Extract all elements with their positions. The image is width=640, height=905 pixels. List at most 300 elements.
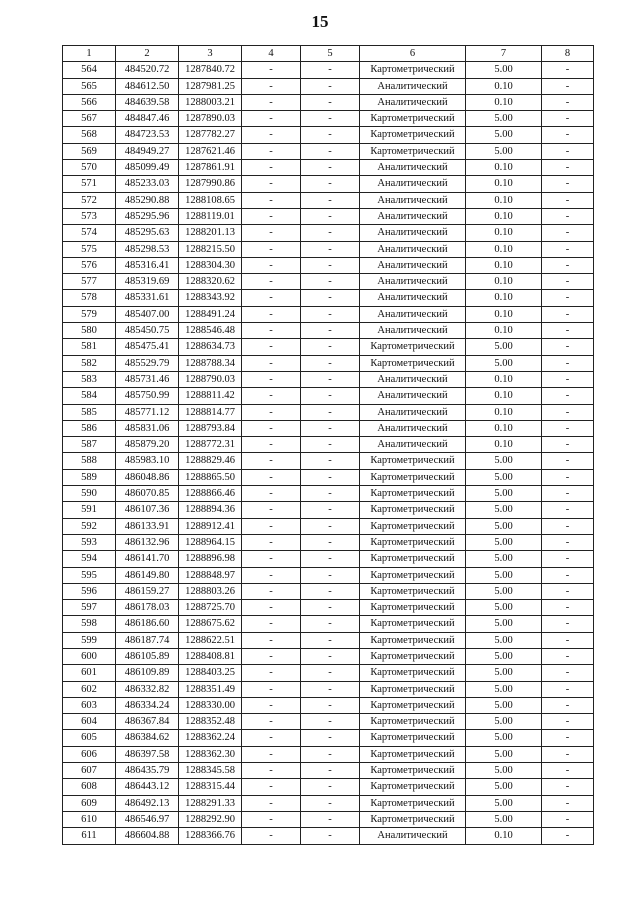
method-cell: Картометрический bbox=[360, 730, 466, 746]
col-5-cell: - bbox=[301, 437, 360, 453]
col-4-cell: - bbox=[242, 665, 301, 681]
col-5-cell: - bbox=[301, 469, 360, 485]
col-8-cell: - bbox=[542, 828, 594, 844]
col-8-cell: - bbox=[542, 355, 594, 371]
table-row bbox=[63, 339, 594, 355]
accuracy-cell: 0.10 bbox=[466, 437, 542, 453]
y-coordinate-cell: 1288803.26 bbox=[179, 583, 242, 599]
col-8-cell: - bbox=[542, 94, 594, 110]
x-coordinate-cell: 485290.88 bbox=[116, 192, 179, 208]
accuracy-cell: 0.10 bbox=[466, 176, 542, 192]
accuracy-cell: 5.00 bbox=[466, 795, 542, 811]
table-row bbox=[63, 518, 594, 534]
accuracy-cell: 5.00 bbox=[466, 143, 542, 159]
x-coordinate-cell: 484847.46 bbox=[116, 111, 179, 127]
table-row bbox=[63, 502, 594, 518]
point-number-cell: 577 bbox=[63, 274, 116, 290]
method-cell: Картометрический bbox=[360, 127, 466, 143]
table-row bbox=[63, 600, 594, 616]
method-cell: Картометрический bbox=[360, 779, 466, 795]
table-row bbox=[63, 176, 594, 192]
col-5-cell: - bbox=[301, 795, 360, 811]
col-4-cell: - bbox=[242, 616, 301, 632]
col-4-cell: - bbox=[242, 681, 301, 697]
y-coordinate-cell: 1287861.91 bbox=[179, 160, 242, 176]
col-8-cell: - bbox=[542, 551, 594, 567]
point-number-cell: 596 bbox=[63, 583, 116, 599]
method-cell: Аналитический bbox=[360, 420, 466, 436]
method-cell: Аналитический bbox=[360, 160, 466, 176]
table-row bbox=[63, 469, 594, 485]
col-8-cell: - bbox=[542, 78, 594, 94]
method-cell: Аналитический bbox=[360, 388, 466, 404]
col-5-cell: - bbox=[301, 681, 360, 697]
table-body bbox=[63, 62, 594, 844]
col-5-cell: - bbox=[301, 306, 360, 322]
point-number-cell: 594 bbox=[63, 551, 116, 567]
col-4-cell: - bbox=[242, 78, 301, 94]
method-cell: Картометрический bbox=[360, 811, 466, 827]
accuracy-cell: 5.00 bbox=[466, 714, 542, 730]
accuracy-cell: 0.10 bbox=[466, 388, 542, 404]
accuracy-cell: 0.10 bbox=[466, 274, 542, 290]
y-coordinate-cell: 1288546.48 bbox=[179, 323, 242, 339]
accuracy-cell: 5.00 bbox=[466, 551, 542, 567]
col-8-cell: - bbox=[542, 306, 594, 322]
point-number-cell: 601 bbox=[63, 665, 116, 681]
x-coordinate-cell: 486397.58 bbox=[116, 746, 179, 762]
col-5-cell: - bbox=[301, 697, 360, 713]
col-5-cell: - bbox=[301, 208, 360, 224]
col-4-cell: - bbox=[242, 502, 301, 518]
col-4-cell: - bbox=[242, 143, 301, 159]
header-row bbox=[63, 46, 594, 62]
table-row bbox=[63, 192, 594, 208]
col-5-cell: - bbox=[301, 583, 360, 599]
x-coordinate-cell: 485233.03 bbox=[116, 176, 179, 192]
x-coordinate-cell: 485771.12 bbox=[116, 404, 179, 420]
accuracy-cell: 5.00 bbox=[466, 127, 542, 143]
col-4-cell: - bbox=[242, 779, 301, 795]
col-4-cell: - bbox=[242, 648, 301, 664]
col-5-cell: - bbox=[301, 648, 360, 664]
x-coordinate-cell: 485831.06 bbox=[116, 420, 179, 436]
x-coordinate-cell: 484639.58 bbox=[116, 94, 179, 110]
method-cell: Картометрический bbox=[360, 486, 466, 502]
method-cell: Картометрический bbox=[360, 600, 466, 616]
y-coordinate-cell: 1288343.92 bbox=[179, 290, 242, 306]
method-cell: Аналитический bbox=[360, 176, 466, 192]
x-coordinate-cell: 484723.53 bbox=[116, 127, 179, 143]
table-row bbox=[63, 274, 594, 290]
method-cell: Картометрический bbox=[360, 518, 466, 534]
y-coordinate-cell: 1288793.84 bbox=[179, 420, 242, 436]
table-row bbox=[63, 143, 594, 159]
column-header-5: 5 bbox=[301, 46, 360, 62]
col-8-cell: - bbox=[542, 730, 594, 746]
accuracy-cell: 0.10 bbox=[466, 371, 542, 387]
accuracy-cell: 5.00 bbox=[466, 339, 542, 355]
col-5-cell: - bbox=[301, 518, 360, 534]
y-coordinate-cell: 1288362.30 bbox=[179, 746, 242, 762]
method-cell: Аналитический bbox=[360, 306, 466, 322]
col-4-cell: - bbox=[242, 371, 301, 387]
table-row bbox=[63, 779, 594, 795]
point-number-cell: 583 bbox=[63, 371, 116, 387]
point-number-cell: 570 bbox=[63, 160, 116, 176]
col-4-cell: - bbox=[242, 453, 301, 469]
col-5-cell: - bbox=[301, 763, 360, 779]
table-row bbox=[63, 306, 594, 322]
col-5-cell: - bbox=[301, 600, 360, 616]
x-coordinate-cell: 485331.61 bbox=[116, 290, 179, 306]
y-coordinate-cell: 1288215.50 bbox=[179, 241, 242, 257]
col-4-cell: - bbox=[242, 257, 301, 273]
y-coordinate-cell: 1287990.86 bbox=[179, 176, 242, 192]
method-cell: Картометрический bbox=[360, 681, 466, 697]
point-number-cell: 611 bbox=[63, 828, 116, 844]
page-number: 15 bbox=[311, 12, 329, 31]
table-row bbox=[63, 795, 594, 811]
x-coordinate-cell: 486132.96 bbox=[116, 534, 179, 550]
method-cell: Картометрический bbox=[360, 469, 466, 485]
col-4-cell: - bbox=[242, 225, 301, 241]
y-coordinate-cell: 1288408.81 bbox=[179, 648, 242, 664]
table-row bbox=[63, 127, 594, 143]
point-number-cell: 593 bbox=[63, 534, 116, 550]
accuracy-cell: 5.00 bbox=[466, 355, 542, 371]
col-5-cell: - bbox=[301, 355, 360, 371]
column-header-3: 3 bbox=[179, 46, 242, 62]
col-5-cell: - bbox=[301, 404, 360, 420]
accuracy-cell: 0.10 bbox=[466, 94, 542, 110]
table-row bbox=[63, 225, 594, 241]
point-number-cell: 602 bbox=[63, 681, 116, 697]
col-8-cell: - bbox=[542, 567, 594, 583]
y-coordinate-cell: 1288320.62 bbox=[179, 274, 242, 290]
x-coordinate-cell: 485983.10 bbox=[116, 453, 179, 469]
method-cell: Аналитический bbox=[360, 437, 466, 453]
col-5-cell: - bbox=[301, 551, 360, 567]
y-coordinate-cell: 1288352.48 bbox=[179, 714, 242, 730]
point-number-cell: 608 bbox=[63, 779, 116, 795]
col-4-cell: - bbox=[242, 811, 301, 827]
table-row bbox=[63, 616, 594, 632]
col-5-cell: - bbox=[301, 567, 360, 583]
y-coordinate-cell: 1288291.33 bbox=[179, 795, 242, 811]
col-5-cell: - bbox=[301, 534, 360, 550]
col-5-cell: - bbox=[301, 290, 360, 306]
x-coordinate-cell: 486109.89 bbox=[116, 665, 179, 681]
col-5-cell: - bbox=[301, 714, 360, 730]
y-coordinate-cell: 1288304.30 bbox=[179, 257, 242, 273]
col-4-cell: - bbox=[242, 746, 301, 762]
col-5-cell: - bbox=[301, 225, 360, 241]
accuracy-cell: 5.00 bbox=[466, 697, 542, 713]
col-4-cell: - bbox=[242, 111, 301, 127]
table-row bbox=[63, 632, 594, 648]
col-4-cell: - bbox=[242, 714, 301, 730]
y-coordinate-cell: 1287840.72 bbox=[179, 62, 242, 78]
table-row bbox=[63, 811, 594, 827]
point-number-cell: 565 bbox=[63, 78, 116, 94]
y-coordinate-cell: 1288403.25 bbox=[179, 665, 242, 681]
point-number-cell: 606 bbox=[63, 746, 116, 762]
table-row bbox=[63, 648, 594, 664]
method-cell: Картометрический bbox=[360, 763, 466, 779]
accuracy-cell: 0.10 bbox=[466, 306, 542, 322]
table-row bbox=[63, 290, 594, 306]
table-row bbox=[63, 583, 594, 599]
col-8-cell: - bbox=[542, 274, 594, 290]
method-cell: Аналитический bbox=[360, 241, 466, 257]
x-coordinate-cell: 486604.88 bbox=[116, 828, 179, 844]
col-5-cell: - bbox=[301, 388, 360, 404]
col-8-cell: - bbox=[542, 681, 594, 697]
x-coordinate-cell: 485750.99 bbox=[116, 388, 179, 404]
col-5-cell: - bbox=[301, 111, 360, 127]
y-coordinate-cell: 1287981.25 bbox=[179, 78, 242, 94]
accuracy-cell: 0.10 bbox=[466, 78, 542, 94]
point-number-cell: 573 bbox=[63, 208, 116, 224]
column-header-6: 6 bbox=[360, 46, 466, 62]
table-row bbox=[63, 714, 594, 730]
table-row bbox=[63, 486, 594, 502]
y-coordinate-cell: 1288788.34 bbox=[179, 355, 242, 371]
x-coordinate-cell: 485298.53 bbox=[116, 241, 179, 257]
x-coordinate-cell: 486435.79 bbox=[116, 763, 179, 779]
method-cell: Картометрический bbox=[360, 339, 466, 355]
table-row bbox=[63, 681, 594, 697]
y-coordinate-cell: 1288292.90 bbox=[179, 811, 242, 827]
col-5-cell: - bbox=[301, 94, 360, 110]
y-coordinate-cell: 1288366.76 bbox=[179, 828, 242, 844]
method-cell: Картометрический bbox=[360, 616, 466, 632]
point-number-cell: 588 bbox=[63, 453, 116, 469]
col-8-cell: - bbox=[542, 388, 594, 404]
y-coordinate-cell: 1288362.24 bbox=[179, 730, 242, 746]
col-5-cell: - bbox=[301, 779, 360, 795]
col-5-cell: - bbox=[301, 746, 360, 762]
method-cell: Аналитический bbox=[360, 290, 466, 306]
point-number-cell: 586 bbox=[63, 420, 116, 436]
accuracy-cell: 5.00 bbox=[466, 486, 542, 502]
point-number-cell: 589 bbox=[63, 469, 116, 485]
col-8-cell: - bbox=[542, 208, 594, 224]
table-row bbox=[63, 453, 594, 469]
col-4-cell: - bbox=[242, 730, 301, 746]
y-coordinate-cell: 1288108.65 bbox=[179, 192, 242, 208]
col-4-cell: - bbox=[242, 192, 301, 208]
point-number-cell: 603 bbox=[63, 697, 116, 713]
col-8-cell: - bbox=[542, 127, 594, 143]
coordinates-table bbox=[62, 45, 594, 845]
col-8-cell: - bbox=[542, 290, 594, 306]
col-8-cell: - bbox=[542, 371, 594, 387]
col-4-cell: - bbox=[242, 697, 301, 713]
col-5-cell: - bbox=[301, 323, 360, 339]
y-coordinate-cell: 1288634.73 bbox=[179, 339, 242, 355]
method-cell: Аналитический bbox=[360, 404, 466, 420]
table-row bbox=[63, 763, 594, 779]
col-4-cell: - bbox=[242, 176, 301, 192]
point-number-cell: 564 bbox=[63, 62, 116, 78]
col-5-cell: - bbox=[301, 828, 360, 844]
col-4-cell: - bbox=[242, 160, 301, 176]
y-coordinate-cell: 1288865.50 bbox=[179, 469, 242, 485]
point-number-cell: 590 bbox=[63, 486, 116, 502]
x-coordinate-cell: 485529.79 bbox=[116, 355, 179, 371]
y-coordinate-cell: 1288829.46 bbox=[179, 453, 242, 469]
col-5-cell: - bbox=[301, 143, 360, 159]
table-row bbox=[63, 78, 594, 94]
x-coordinate-cell: 486149.80 bbox=[116, 567, 179, 583]
x-coordinate-cell: 486070.85 bbox=[116, 486, 179, 502]
x-coordinate-cell: 485319.69 bbox=[116, 274, 179, 290]
x-coordinate-cell: 486492.13 bbox=[116, 795, 179, 811]
method-cell: Картометрический bbox=[360, 665, 466, 681]
col-8-cell: - bbox=[542, 176, 594, 192]
col-8-cell: - bbox=[542, 241, 594, 257]
y-coordinate-cell: 1288964.15 bbox=[179, 534, 242, 550]
table-row bbox=[63, 160, 594, 176]
table-row bbox=[63, 323, 594, 339]
col-8-cell: - bbox=[542, 714, 594, 730]
table-row bbox=[63, 697, 594, 713]
table-row bbox=[63, 437, 594, 453]
accuracy-cell: 0.10 bbox=[466, 257, 542, 273]
table-row bbox=[63, 828, 594, 844]
col-8-cell: - bbox=[542, 420, 594, 436]
col-5-cell: - bbox=[301, 502, 360, 518]
x-coordinate-cell: 486141.70 bbox=[116, 551, 179, 567]
col-5-cell: - bbox=[301, 160, 360, 176]
point-number-cell: 572 bbox=[63, 192, 116, 208]
x-coordinate-cell: 485295.63 bbox=[116, 225, 179, 241]
point-number-cell: 585 bbox=[63, 404, 116, 420]
col-4-cell: - bbox=[242, 567, 301, 583]
point-number-cell: 580 bbox=[63, 323, 116, 339]
col-5-cell: - bbox=[301, 632, 360, 648]
table-row bbox=[63, 208, 594, 224]
point-number-cell: 609 bbox=[63, 795, 116, 811]
col-4-cell: - bbox=[242, 763, 301, 779]
method-cell: Аналитический bbox=[360, 208, 466, 224]
col-8-cell: - bbox=[542, 339, 594, 355]
accuracy-cell: 5.00 bbox=[466, 746, 542, 762]
y-coordinate-cell: 1288003.21 bbox=[179, 94, 242, 110]
table-row bbox=[63, 241, 594, 257]
col-5-cell: - bbox=[301, 241, 360, 257]
x-coordinate-cell: 486334.24 bbox=[116, 697, 179, 713]
method-cell: Аналитический bbox=[360, 94, 466, 110]
point-number-cell: 595 bbox=[63, 567, 116, 583]
x-coordinate-cell: 486384.62 bbox=[116, 730, 179, 746]
x-coordinate-cell: 484520.72 bbox=[116, 62, 179, 78]
method-cell: Картометрический bbox=[360, 143, 466, 159]
col-5-cell: - bbox=[301, 616, 360, 632]
col-4-cell: - bbox=[242, 388, 301, 404]
col-4-cell: - bbox=[242, 420, 301, 436]
x-coordinate-cell: 486107.36 bbox=[116, 502, 179, 518]
accuracy-cell: 5.00 bbox=[466, 453, 542, 469]
col-5-cell: - bbox=[301, 176, 360, 192]
x-coordinate-cell: 486367.84 bbox=[116, 714, 179, 730]
col-5-cell: - bbox=[301, 730, 360, 746]
col-8-cell: - bbox=[542, 404, 594, 420]
accuracy-cell: 5.00 bbox=[466, 518, 542, 534]
accuracy-cell: 0.10 bbox=[466, 160, 542, 176]
col-5-cell: - bbox=[301, 274, 360, 290]
point-number-cell: 568 bbox=[63, 127, 116, 143]
table-row bbox=[63, 665, 594, 681]
point-number-cell: 599 bbox=[63, 632, 116, 648]
x-coordinate-cell: 485450.75 bbox=[116, 323, 179, 339]
table-row bbox=[63, 730, 594, 746]
x-coordinate-cell: 486443.12 bbox=[116, 779, 179, 795]
col-8-cell: - bbox=[542, 469, 594, 485]
method-cell: Картометрический bbox=[360, 746, 466, 762]
method-cell: Аналитический bbox=[360, 323, 466, 339]
point-number-cell: 592 bbox=[63, 518, 116, 534]
method-cell: Картометрический bbox=[360, 453, 466, 469]
point-number-cell: 569 bbox=[63, 143, 116, 159]
col-4-cell: - bbox=[242, 404, 301, 420]
method-cell: Картометрический bbox=[360, 62, 466, 78]
method-cell: Картометрический bbox=[360, 502, 466, 518]
point-number-cell: 578 bbox=[63, 290, 116, 306]
col-8-cell: - bbox=[542, 746, 594, 762]
x-coordinate-cell: 486105.89 bbox=[116, 648, 179, 664]
y-coordinate-cell: 1288790.03 bbox=[179, 371, 242, 387]
col-4-cell: - bbox=[242, 437, 301, 453]
method-cell: Картометрический bbox=[360, 583, 466, 599]
accuracy-cell: 5.00 bbox=[466, 534, 542, 550]
y-coordinate-cell: 1287890.03 bbox=[179, 111, 242, 127]
col-5-cell: - bbox=[301, 339, 360, 355]
x-coordinate-cell: 485475.41 bbox=[116, 339, 179, 355]
column-header-8: 8 bbox=[542, 46, 594, 62]
col-4-cell: - bbox=[242, 290, 301, 306]
accuracy-cell: 5.00 bbox=[466, 62, 542, 78]
col-5-cell: - bbox=[301, 453, 360, 469]
col-4-cell: - bbox=[242, 600, 301, 616]
point-number-cell: 587 bbox=[63, 437, 116, 453]
point-number-cell: 600 bbox=[63, 648, 116, 664]
col-8-cell: - bbox=[542, 518, 594, 534]
col-8-cell: - bbox=[542, 62, 594, 78]
x-coordinate-cell: 485099.49 bbox=[116, 160, 179, 176]
table-row bbox=[63, 257, 594, 273]
point-number-cell: 607 bbox=[63, 763, 116, 779]
method-cell: Картометрический bbox=[360, 534, 466, 550]
point-number-cell: 567 bbox=[63, 111, 116, 127]
col-8-cell: - bbox=[542, 534, 594, 550]
col-4-cell: - bbox=[242, 127, 301, 143]
accuracy-cell: 0.10 bbox=[466, 404, 542, 420]
col-5-cell: - bbox=[301, 62, 360, 78]
column-header-4: 4 bbox=[242, 46, 301, 62]
col-8-cell: - bbox=[542, 665, 594, 681]
col-8-cell: - bbox=[542, 600, 594, 616]
col-8-cell: - bbox=[542, 616, 594, 632]
col-5-cell: - bbox=[301, 486, 360, 502]
table-row bbox=[63, 746, 594, 762]
col-5-cell: - bbox=[301, 371, 360, 387]
col-4-cell: - bbox=[242, 795, 301, 811]
method-cell: Картометрический bbox=[360, 567, 466, 583]
col-4-cell: - bbox=[242, 306, 301, 322]
